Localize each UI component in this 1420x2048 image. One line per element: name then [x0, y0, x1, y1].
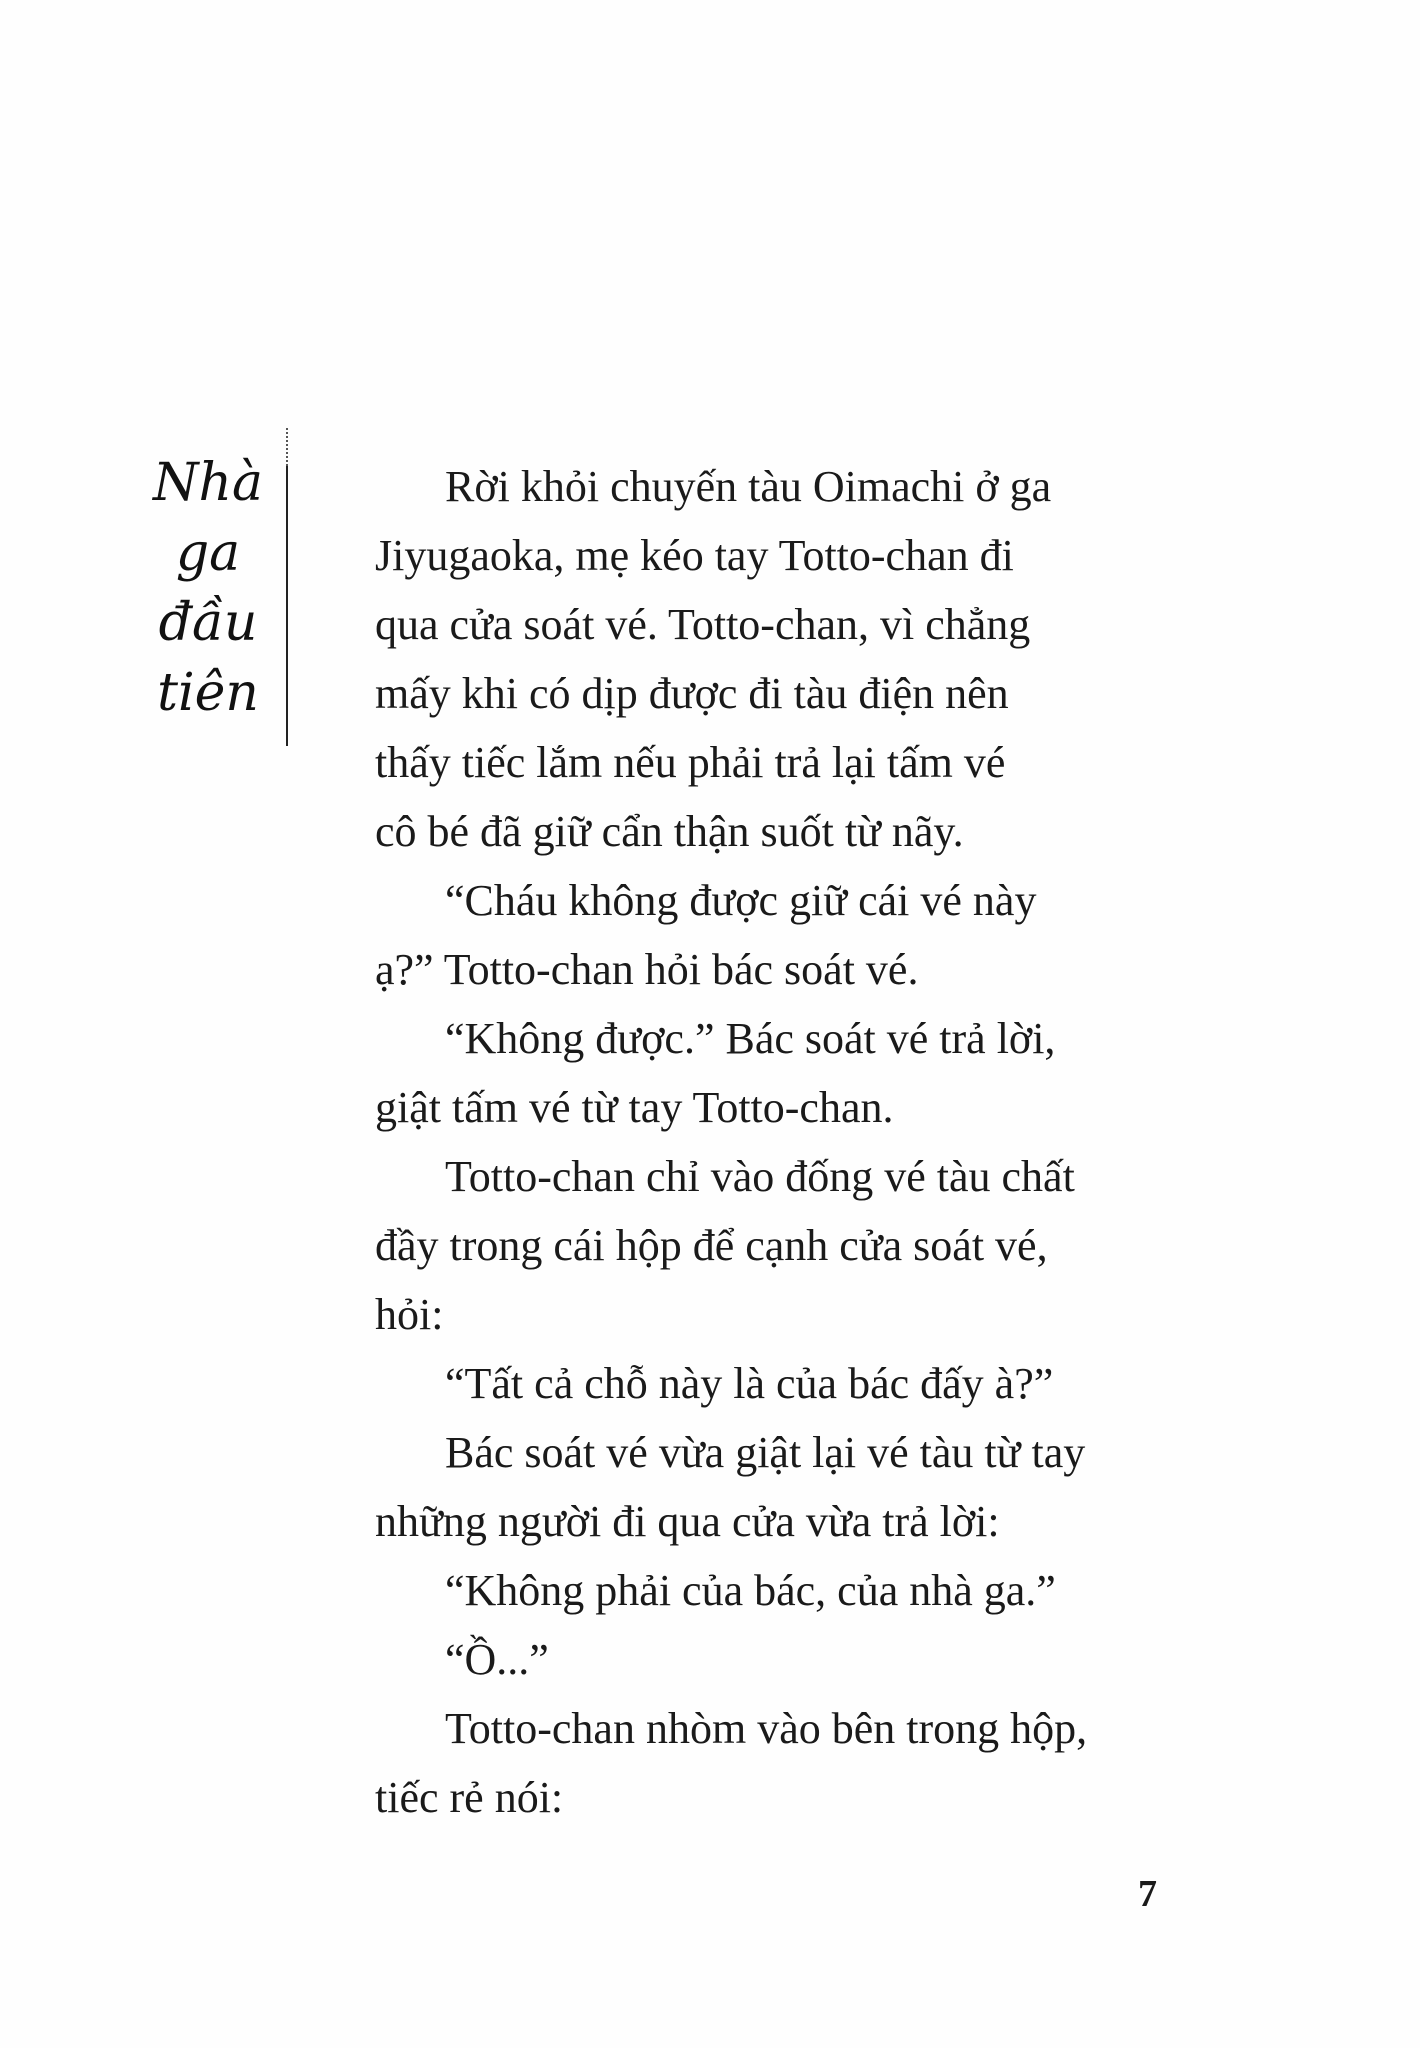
paragraph-line: Totto-chan chỉ vào đống vé tàu chất: [445, 1152, 1075, 1201]
chapter-title-word: Nhà: [153, 453, 263, 513]
paragraph-line: hỏi:: [375, 1290, 444, 1339]
page-number: 7: [1138, 1873, 1157, 1915]
paragraph-line: Jiyugaoka, mẹ kéo tay Totto-chan đi: [375, 531, 1014, 580]
paragraph-line: “Tất cả chỗ này là của bác đấy à?”: [445, 1359, 1054, 1408]
title-divider-line: [286, 466, 288, 746]
chapter-title-word: đầu: [158, 593, 258, 653]
paragraph-line: “Không phải của bác, của nhà ga.”: [445, 1566, 1056, 1615]
paragraph-line: “Không được.” Bác soát vé trả lời,: [445, 1014, 1056, 1063]
paragraph-line: tiếc rẻ nói:: [375, 1773, 564, 1822]
paragraph-line: cô bé đã giữ cẩn thận suốt từ nãy.: [375, 807, 964, 856]
chapter-title-word: tiên: [157, 663, 259, 723]
paragraph-line: giật tấm vé từ tay Totto-chan.: [375, 1083, 894, 1132]
paragraph-line: Totto-chan nhòm vào bên trong hộp,: [445, 1704, 1088, 1753]
paragraph-line: Rời khỏi chuyến tàu Oimachi ở ga: [445, 462, 1052, 511]
paragraph-line: đầy trong cái hộp để cạnh cửa soát vé,: [375, 1221, 1048, 1270]
paragraph-line: thấy tiếc lắm nếu phải trả lại tấm vé: [375, 738, 1006, 787]
chapter-title-word: ga: [175, 523, 241, 583]
paragraph-line: qua cửa soát vé. Totto-chan, vì chẳng: [375, 600, 1031, 649]
body-text: [375, 452, 1175, 1832]
paragraph-line: “Cháu không được giữ cái vé này: [445, 876, 1037, 925]
chapter-title: [128, 448, 288, 728]
paragraph-line: những người đi qua cửa vừa trả lời:: [375, 1497, 1000, 1546]
paragraph-line: ạ?” Totto-chan hỏi bác soát vé.: [375, 945, 919, 994]
paragraph-line: mấy khi có dịp được đi tàu điện nên: [375, 669, 1009, 718]
paragraph-line: “Ồ...”: [445, 1635, 549, 1684]
paragraph-line: Bác soát vé vừa giật lại vé tàu từ tay: [445, 1428, 1086, 1477]
